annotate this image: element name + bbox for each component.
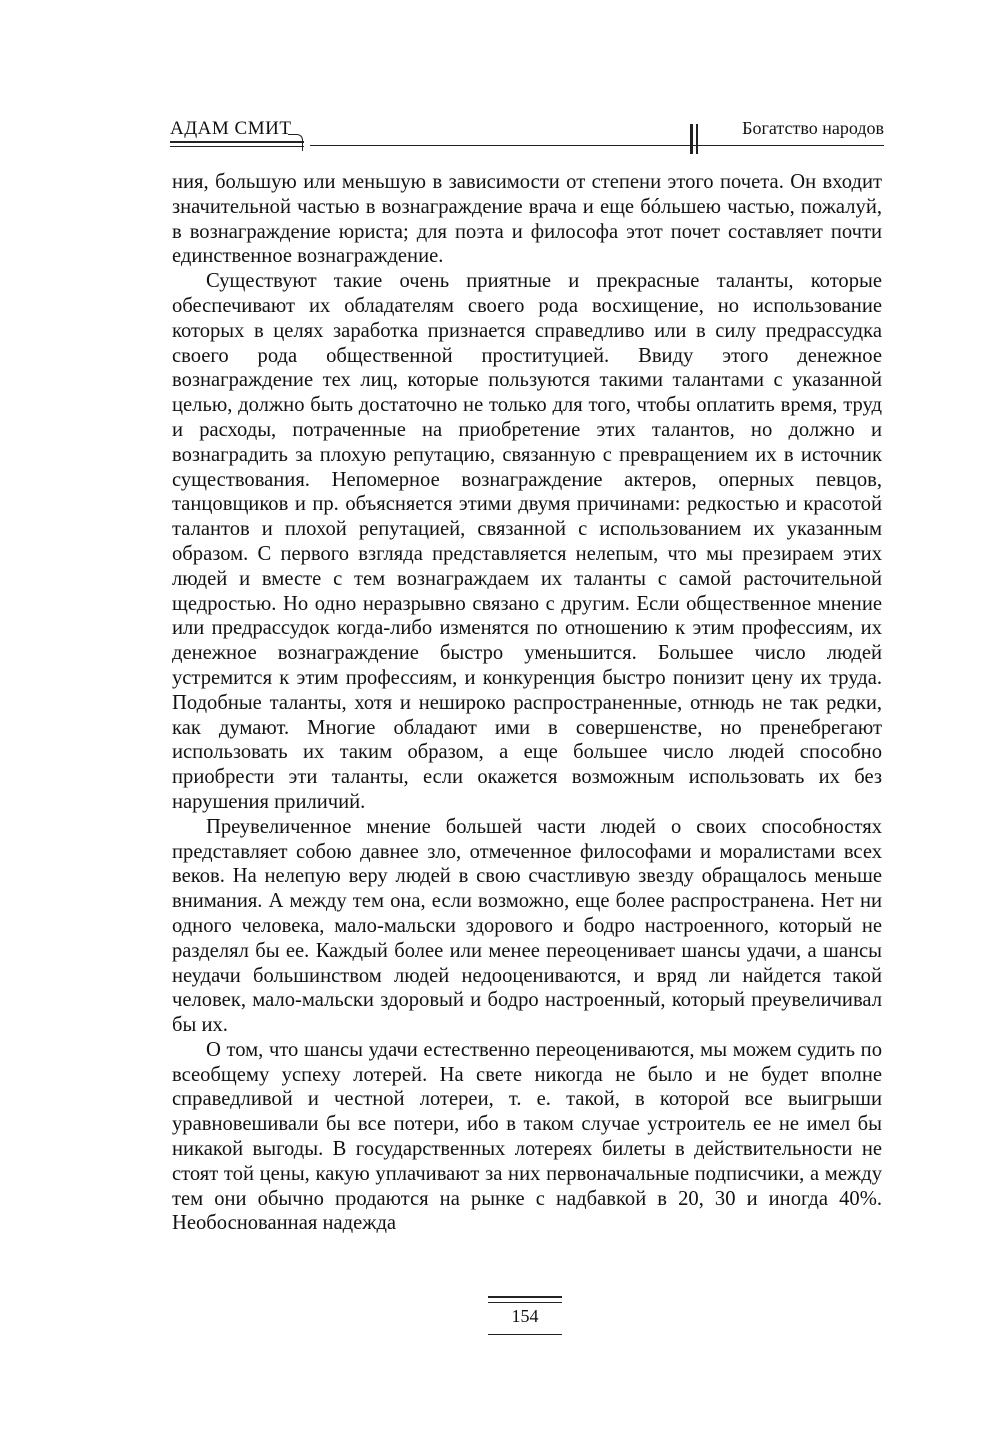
footer-ornament-rule (488, 1296, 562, 1298)
page-number: 154 (511, 1306, 539, 1326)
header-rule (310, 145, 884, 146)
footer-ornament-rule-thin (488, 1302, 562, 1303)
header-author: АДАМ СМИТ (170, 118, 292, 139)
paragraph-3: Преувеличенное мнение большей части людей о своих способностях представляет собою давнее зло, отмеченное философами и моралистами всех веков. На нелепую веру людей в свою счастливую звезду обращалось меньше внимания. А между тем она, если возможно, еще более распространена. Нет ни одного человека, мало-мальски здорового и бодро настроенного, который не разделял бы ее. Каждый более или менее переоценивает шансы удачи, а шансы неудачи большинством людей недооцениваются, и вряд ли найдется такой человек, мало-мальски здоровый и бодро настроенный, который преувеличивал бы их. (172, 815, 882, 1037)
paragraph-4: О том, что шансы удачи естественно переоцениваются, мы можем судить по всеобщему успеху лотерей. На свете никогда не было и не будет вполне справедливой и честной лотереи, т. е. такой, в которой все выигрыши уравновешивали бы все потери, ибо в таком случае устроитель ее не имел бы никакой выгоды. В государственных лотереях билеты в действительности не стоят той цены, какую уплачивают за них первоначальные подписчики, а между тем они обычно продаются на рынке с надбавкой в 20, 30 и иногда 40%. Необоснованная надежда (172, 1038, 882, 1235)
header-ornament-bar (690, 124, 693, 154)
header-book-title: Богатство народов (742, 118, 884, 138)
header-ornament-rule (170, 141, 304, 143)
header-ornament-bar-thin (696, 124, 698, 154)
running-header (170, 118, 884, 160)
page-body (172, 170, 882, 1236)
header-ornament-hook (288, 134, 303, 151)
header-ornament-rule-thin (170, 146, 304, 147)
page-footer (488, 1290, 562, 1340)
footer-rule-bottom (488, 1334, 562, 1335)
paragraph-1: ния, большую или меньшую в зависимости от степени этого почета. Он входит значительной частью в вознаграждение врача и еще бóльшею частью, пожалуй, в вознаграждение юриста; для поэта и философа этот почет составляет почти единственное вознаграждение. (172, 171, 882, 268)
paragraph-2: Существуют такие очень приятные и прекрасные таланты, которые обеспечивают их обладателям своего рода восхищение, но использование которых в целях заработка признается справедливо или в силу предрассудка своего рода общественной проституцией. Ввиду этого денежное вознаграждение тех лиц, которые пользуются такими талантами с указанной целью, должно быть достаточно не только для того, чтобы оплатить время, труд и расходы, потраченные на приобретение этих талантов, но должно и вознаградить за плохую репутацию, связанную с превращением их в источник существования. Непомерное вознаграждение актеров, оперных певцов, танцовщиков и пр. объясняется этими двумя причинами: редкостью и красотой талантов и плохой репутацией, связанной с использованием их указанным образом. С первого взгляда представляется нелепым, что мы презираем этих людей и вместе с тем вознаграждаем их таланты с самой расточительной щедростью. Но одно неразрывно связано с другим. Если общественное мнение или предрассудок когда-либо изменятся по отношению к этим профессиям, их денежное вознаграждение быстро уменьшится. Большее число людей устремится к этим профессиям, и конкуренция быстро понизит цену их труда. Подобные таланты, хотя и нешироко распространенные, отнюдь не так редки, как думают. Многие обладают ими в совершенстве, но пренебрегают использовать их таким образом, а еще большее число людей способно приобрести эти таланты, если окажется возможным использовать их без нарушения приличий. (172, 270, 882, 813)
